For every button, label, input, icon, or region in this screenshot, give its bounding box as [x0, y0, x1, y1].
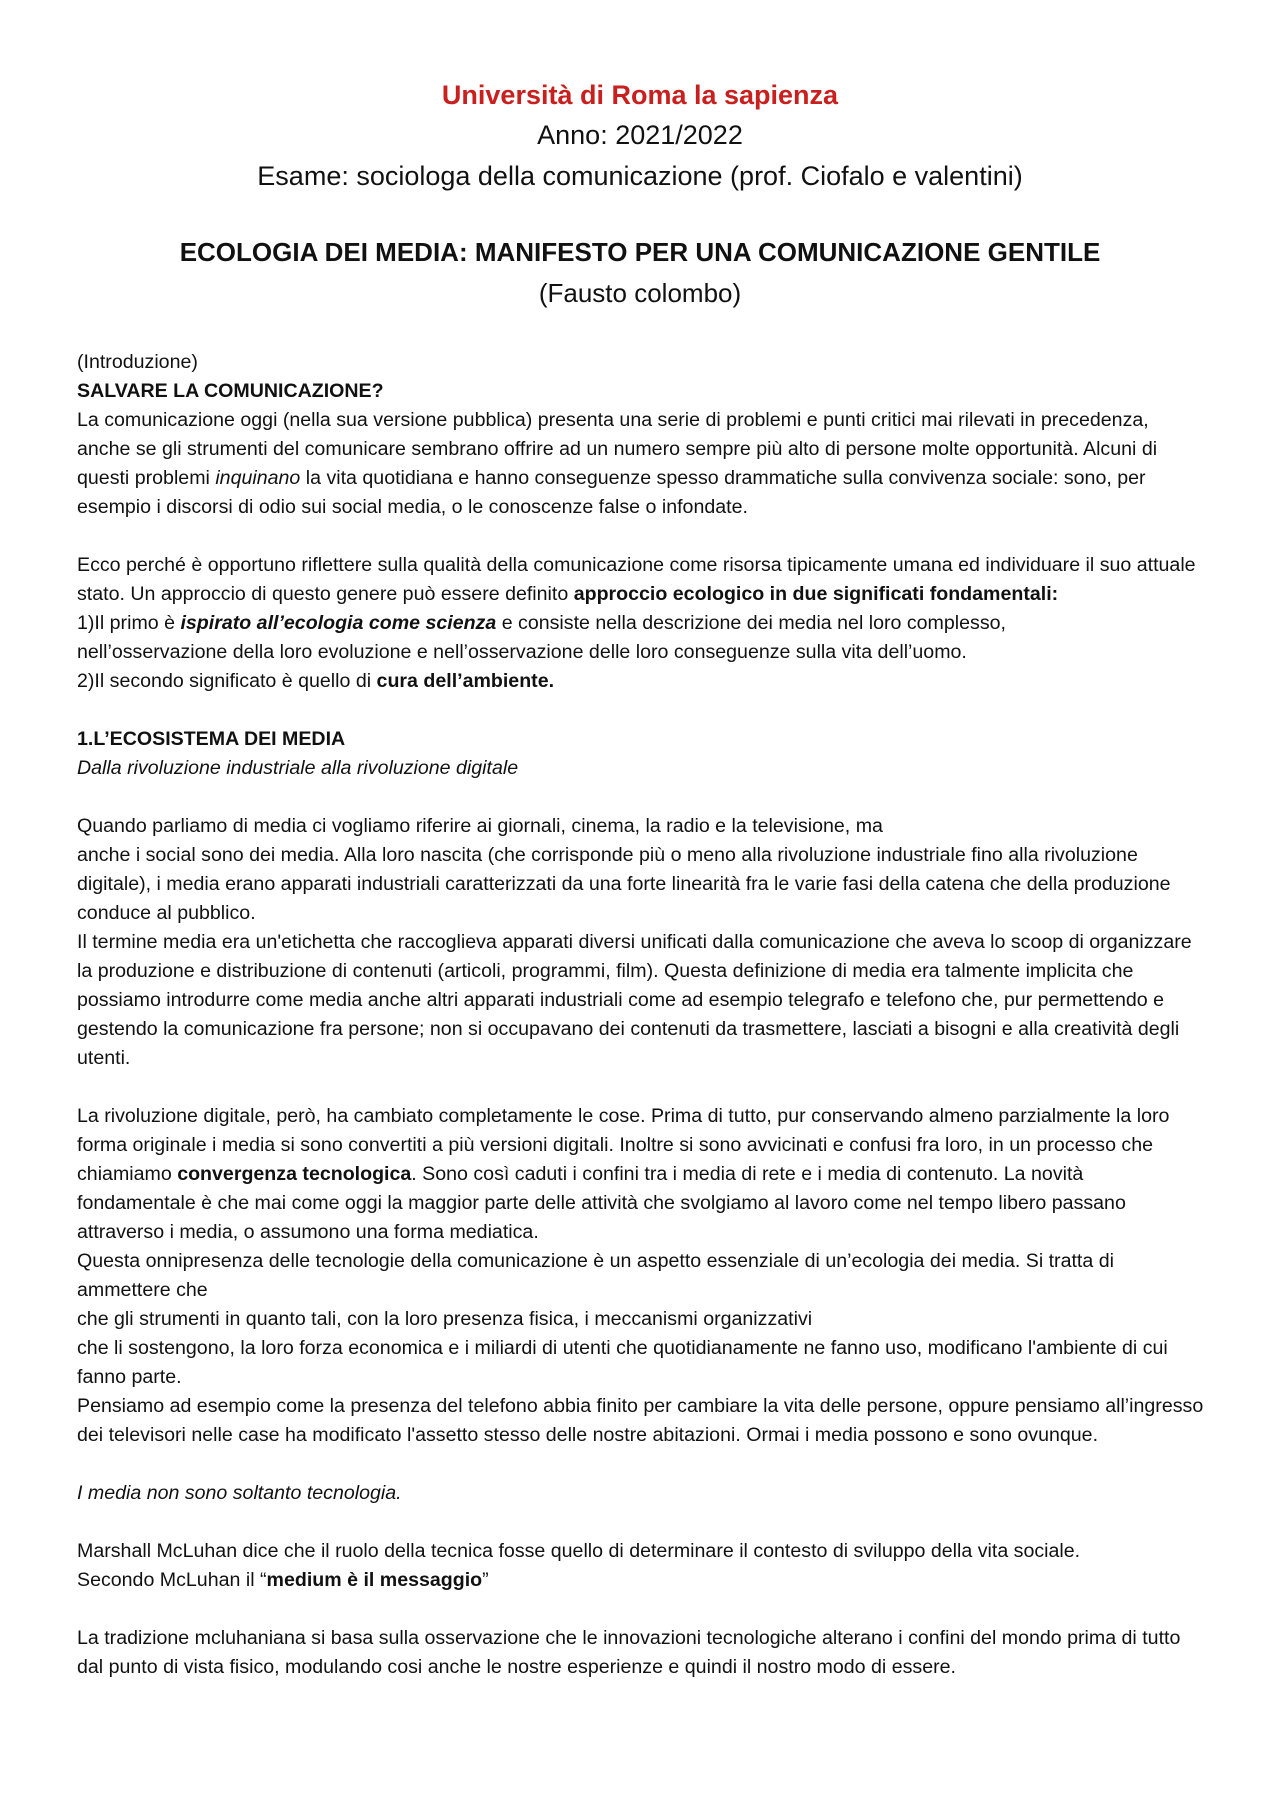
text-run: la vita quotidiana e hanno conseguenze spesso drammatiche sulla convivenza sociale: sono, per esempio i discorsi di odio sui social media, o le conoscenze false o infondate. — [77, 467, 1146, 518]
intro-paragraph-2 — [77, 551, 1205, 609]
strong-emphasis-text: ispirato all’ecologia come scienza — [180, 612, 497, 634]
section-paragraph-5: Pensiamo ad esempio come la presenza del telefono abbia finito per cambiare la vita delle persone, oppure pensiamo all’ingresso dei televisori nelle case ha modificato l'assetto stesso delle nostre abitazioni. Ormai i media possono e sono ovunque. — [77, 1395, 1204, 1446]
intro-paragraph-1 — [77, 406, 1205, 522]
academic-year: Anno: 2021/2022 — [537, 120, 743, 150]
document-title: ECOLOGIA DEI MEDIA: MANIFESTO PER UNA COMUNICAZIONE GENTILE — [179, 237, 1101, 267]
text-run: La rivoluzione digitale, però, ha cambiato completamente le cose. Prima di tutto, pur conservando almeno parzialmente la loro forma originale i media si sono convertiti a più versioni digitali. Inoltre si sono avvicinati e confusi fra loro, in un processo che chiamiamo — [77, 1105, 1170, 1185]
section-paragraph-4-line-3: che li sostengono, la loro forza economica e i miliardi di utenti che quotidianamente ne fanno uso, modificano l'ambiente di cui fanno parte. — [77, 1337, 1168, 1388]
section-paragraph-2: Il termine media era un'etichetta che raccoglieva apparati diversi unificati dalla comunicazione che aveva lo scoop di organizzare la produzione e distribuzione di contenuti (articoli, programmi, film). Questa definizione di media era talmente implicita che possiamo introdurre come media anche altri apparati industriali come ad esempio telegrafo e telefono che, pur permettendo e gestendo la comunicazione fra persone; non si occupavano dei contenuti da trasmettere, lasciati a bisogni e alla creatività degli utenti. — [77, 931, 1192, 1069]
section-heading: 1.L’ECOSISTEMA DEI MEDIA — [77, 728, 346, 750]
section-paragraph-3 — [77, 1102, 1205, 1247]
section-paragraph-7-line-1: Marshall McLuhan dice che il ruolo della tecnica fosse quello di determinare il contesto di sviluppo della vita sociale. — [77, 1540, 1081, 1562]
strong-text: approccio ecologico in due significati fondamentali: — [573, 583, 1059, 605]
section-paragraph-4-line-2: che gli strumenti in quanto tali, con la loro presenza fisica, i meccanismi organizzativi — [77, 1308, 813, 1330]
strong-text: convergenza tecnologica — [177, 1163, 412, 1185]
intro-paragraph-4 — [77, 667, 1205, 696]
text-run: La comunicazione oggi (nella sua versione pubblica) presenta una serie di problemi e punti critici mai rilevati in precedenza, anche se gli strumenti del comunicare sembrano offrire ad un numero sempre più alto di persone molte opportunità. Alcuni di questi problemi — [77, 409, 1158, 489]
section-subheading: Dalla rivoluzione industriale alla rivoluzione digitale — [77, 757, 519, 779]
document-author: (Fausto colombo) — [538, 278, 742, 308]
document-body — [77, 348, 1205, 1682]
text-run: 2)Il secondo significato è quello di — [77, 670, 377, 692]
section-italic-note: I media non sono soltanto tecnologia. — [77, 1482, 402, 1504]
text-run: Secondo McLuhan il “ — [77, 1569, 267, 1591]
section-paragraph-8: La tradizione mcluhaniana si basa sulla osservazione che le innovazioni tecnologiche alterano i confini del mondo prima di tutto dal punto di vista fisico, modulando cosi anche le nostre esperienze e quindi il nostro modo di essere. — [77, 1627, 1181, 1678]
text-run: Ecco perché è opportuno riflettere sulla qualità della comunicazione come risorsa tipicamente umana ed individuare il suo attuale stato. Un approccio di questo genere può essere definito — [77, 554, 1196, 605]
section-paragraph-1-line-1: Quando parliamo di media ci vogliamo riferire ai giornali, cinema, la radio e la televisione, ma — [77, 815, 883, 837]
intro-paragraph-3 — [77, 609, 1205, 638]
text-run: . Sono così caduti i confini tra i media di rete e i media di contenuto. La novità fondamentale è che mai come oggi la maggior parte delle attività che svolgiamo al lavoro come nel tempo libero passano attraverso i media, o assumono una forma mediatica. — [77, 1163, 1126, 1243]
section-paragraph-4-line-1: Questa onnipresenza delle tecnologie della comunicazione è un aspetto essenziale di un’ecologia dei media. Si tratta di ammettere che — [77, 1250, 1114, 1301]
emphasis-text: inquinano — [215, 467, 301, 489]
strong-text: medium è il messaggio — [266, 1569, 483, 1591]
text-run: 1)Il primo è — [77, 612, 181, 634]
intro-heading: SALVARE LA COMUNICAZIONE? — [77, 380, 384, 402]
text-run: e consiste nella descrizione dei media nel loro complesso, — [496, 612, 1006, 634]
exam-name: Esame: sociologa della comunicazione (prof. Ciofalo e valentini) — [257, 161, 1023, 191]
intro-paragraph-3-cont: nell’osservazione della loro evoluzione e nell’osservazione delle loro conseguenze sulla vita dell’uomo. — [77, 641, 967, 663]
section-paragraph-7-line-2 — [77, 1566, 1205, 1595]
section-paragraph-1: anche i social sono dei media. Alla loro nascita (che corrisponde più o meno alla rivoluzione industriale fino alla rivoluzione digitale), i media erano apparati industriali caratterizzati da una forte linearità fra le varie fasi della catena che della produzione conduce al pubblico. — [77, 844, 1171, 924]
intro-label: (Introduzione) — [77, 351, 198, 373]
strong-text: cura dell’ambiente. — [376, 670, 555, 692]
university-name: Università di Roma la sapienza — [441, 80, 839, 110]
text-run: ” — [482, 1569, 489, 1591]
